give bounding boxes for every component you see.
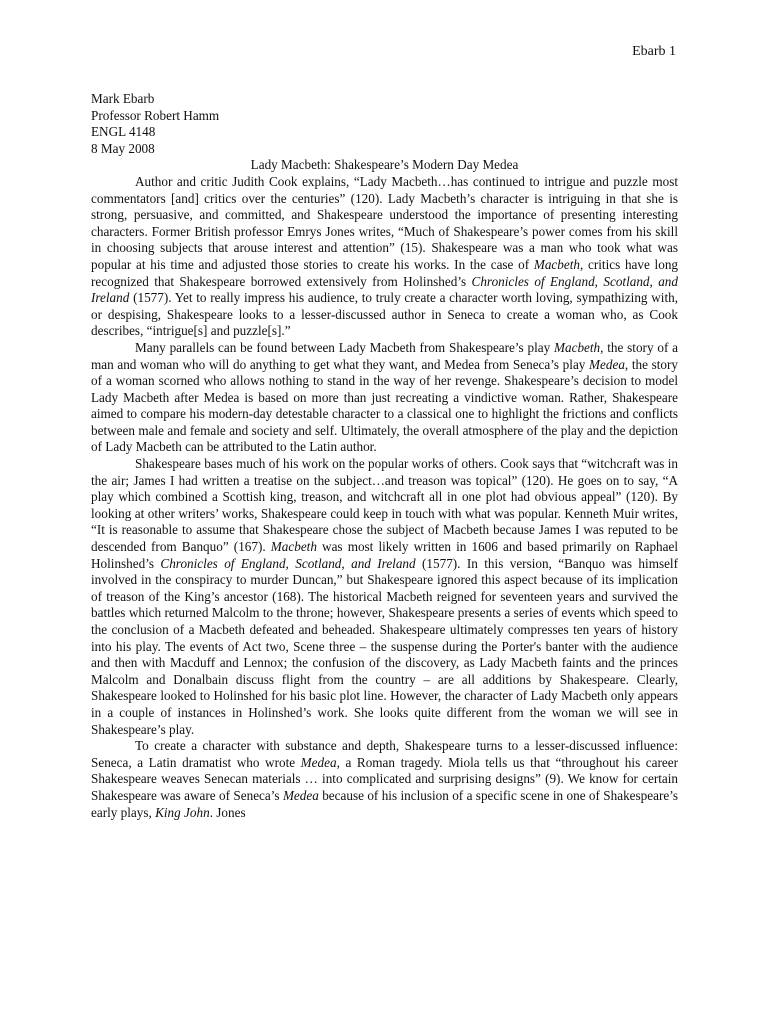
paragraph-text: , critics have long recognized that Shakespeare borrowed extensively from Holinshed’s xyxy=(91,256,679,289)
professor-name: Professor Robert Hamm xyxy=(91,107,220,123)
paragraph xyxy=(91,738,678,821)
italic-title-text: Macbeth xyxy=(554,339,601,355)
paragraph-text: (1577). Yet to really impress his audience, to truly create a character worth loving, sympathizing with, or despising, Shakespeare looks to a lesser-discussed author in Seneca to create a woman who, as Cook describes, “intrigue[s] and puzzle[s].” xyxy=(91,290,678,339)
course-number: ENGL 4148 xyxy=(91,124,156,140)
paragraph-text: , a Roman tragedy. Miola tells us that “throughout his career Shakespeare weaves Senecan materials … into complicated and surprising designs” (9). We know for certain Shakespeare was aware of Seneca’s xyxy=(91,754,678,803)
paragraph-text: , the story of a woman scorned who allows nothing to stand in the way of her revenge. Shakespeare’s decision to model Lady Macbeth after Medea is based on more than just recreating a vindictive woman. Rather, Shakespeare aimed to compare his modern-day detestable character to a classical one to highlight the frictions and conflicts between male and female and society and self. Ultimately, the overall atmosphere of the play and the depiction of Lady Macbeth can be attributed to the Latin author. xyxy=(91,356,678,455)
italic-title-text: Medea xyxy=(300,754,337,770)
paragraph-text: Author and critic Judith Cook explains, “Lady Macbeth…has continued to intrigue and puzzle most commentators [and] critics over the centuries” (120). Lady Macbeth’s character is intriguing in that she is strong, persuasive, and committed, and Shakespeare understood the importance of presenting interesting characters. Former British professor Emrys Jones writes, “Much of Shakespeare’s power comes from his skill in choosing subjects that arouse interest and attention” (15). Shakespeare was a man who took what was popular at his time and adjusted those stories to create his works. In the case of xyxy=(91,173,678,272)
essay-body xyxy=(91,174,678,821)
paragraph xyxy=(91,174,678,340)
submission-date: 8 May 2008 xyxy=(91,140,155,156)
italic-title-text: Medea xyxy=(589,356,625,372)
paragraph-text: because of his inclusion of a specific scene in one of Shakespeare’s early plays, xyxy=(91,787,679,820)
paragraph-text: Many parallels can be found between Lady Macbeth from Shakespeare’s play xyxy=(135,339,555,355)
heading-block xyxy=(91,91,678,157)
author-name: Mark Ebarb xyxy=(91,91,155,106)
italic-title-text: Medea xyxy=(282,787,319,803)
paragraph-text: To create a character with substance and depth, Shakespeare turns to a lesser-discussed influence: Seneca, a Latin dramatist who wrote xyxy=(91,738,678,770)
italic-title-text: Macbeth xyxy=(270,539,317,555)
paragraph-text: Shakespeare bases much of his work on the popular works of others. Cook says that “witchcraft was in the air; James I had written a treatise on the subject…and treason was topical” (120). He goes on to say, “A play which combined a Scottish king, treason, and witchcraft all in one plot had obvious appeal” (120). By looking at other writers’ works, Shakespeare could keep in touch with what was popular. Kenneth Muir writes, “It is reasonable to assume that Shakespeare chose the subject of Macbeth because James I was reputed to be descended from Banquo” (167). xyxy=(91,456,678,555)
paragraph-text: , the story of a man and woman who will do anything to get what they want, and Medea from Seneca’s play xyxy=(91,339,678,372)
italic-title-text: Chronicles of England, Scotland, and Ireland xyxy=(91,273,678,306)
italic-title-text: King John xyxy=(155,804,210,820)
italic-title-text: Macbeth xyxy=(533,256,580,272)
paragraph-text: (1577). In this version, “Banquo was himself involved in the conspiracy to murder Duncan,” but Shakespeare ignored this aspect because of its implication of treason of the King’s ancestor (168). The historical Macbeth reigned for seventeen years and survived the battles which returned Malcolm to the throne; however, Shakespeare presents a series of events which speed to the conclusion of a Macbeth defeated and beheaded. Shakespeare ultimately compresses ten years of history into his play. The events of Act two, Scene three – the suspense during the Porter's banter with the audience and then with Macduff and Lennox; the confusion of the discovery, as Lady Macbeth faints and the princes Malcolm and Donalbain discuss flight from the country – are all additions by Shakespeare. Clearly, Shakespeare looked to Holinshed for his basic plot line. However, the character of Lady Macbeth only appears in a couple of instances in Holinshed’s work. She looks quite different from the woman we will see in Shakespeare’s play. xyxy=(91,555,678,737)
paragraph-text: was most likely written in 1606 and based primarily on Raphael Holinshed’s xyxy=(91,539,678,571)
italic-title-text: Chronicles of England, Scotland, and Ireland xyxy=(160,555,416,571)
running-head: Ebarb 1 xyxy=(632,44,676,59)
essay-title: Lady Macbeth: Shakespeare’s Modern Day Medea xyxy=(250,157,519,173)
paragraph-text: . Jones xyxy=(209,804,246,820)
document-content xyxy=(91,91,678,821)
paragraph xyxy=(91,340,678,456)
paragraph xyxy=(91,456,678,738)
